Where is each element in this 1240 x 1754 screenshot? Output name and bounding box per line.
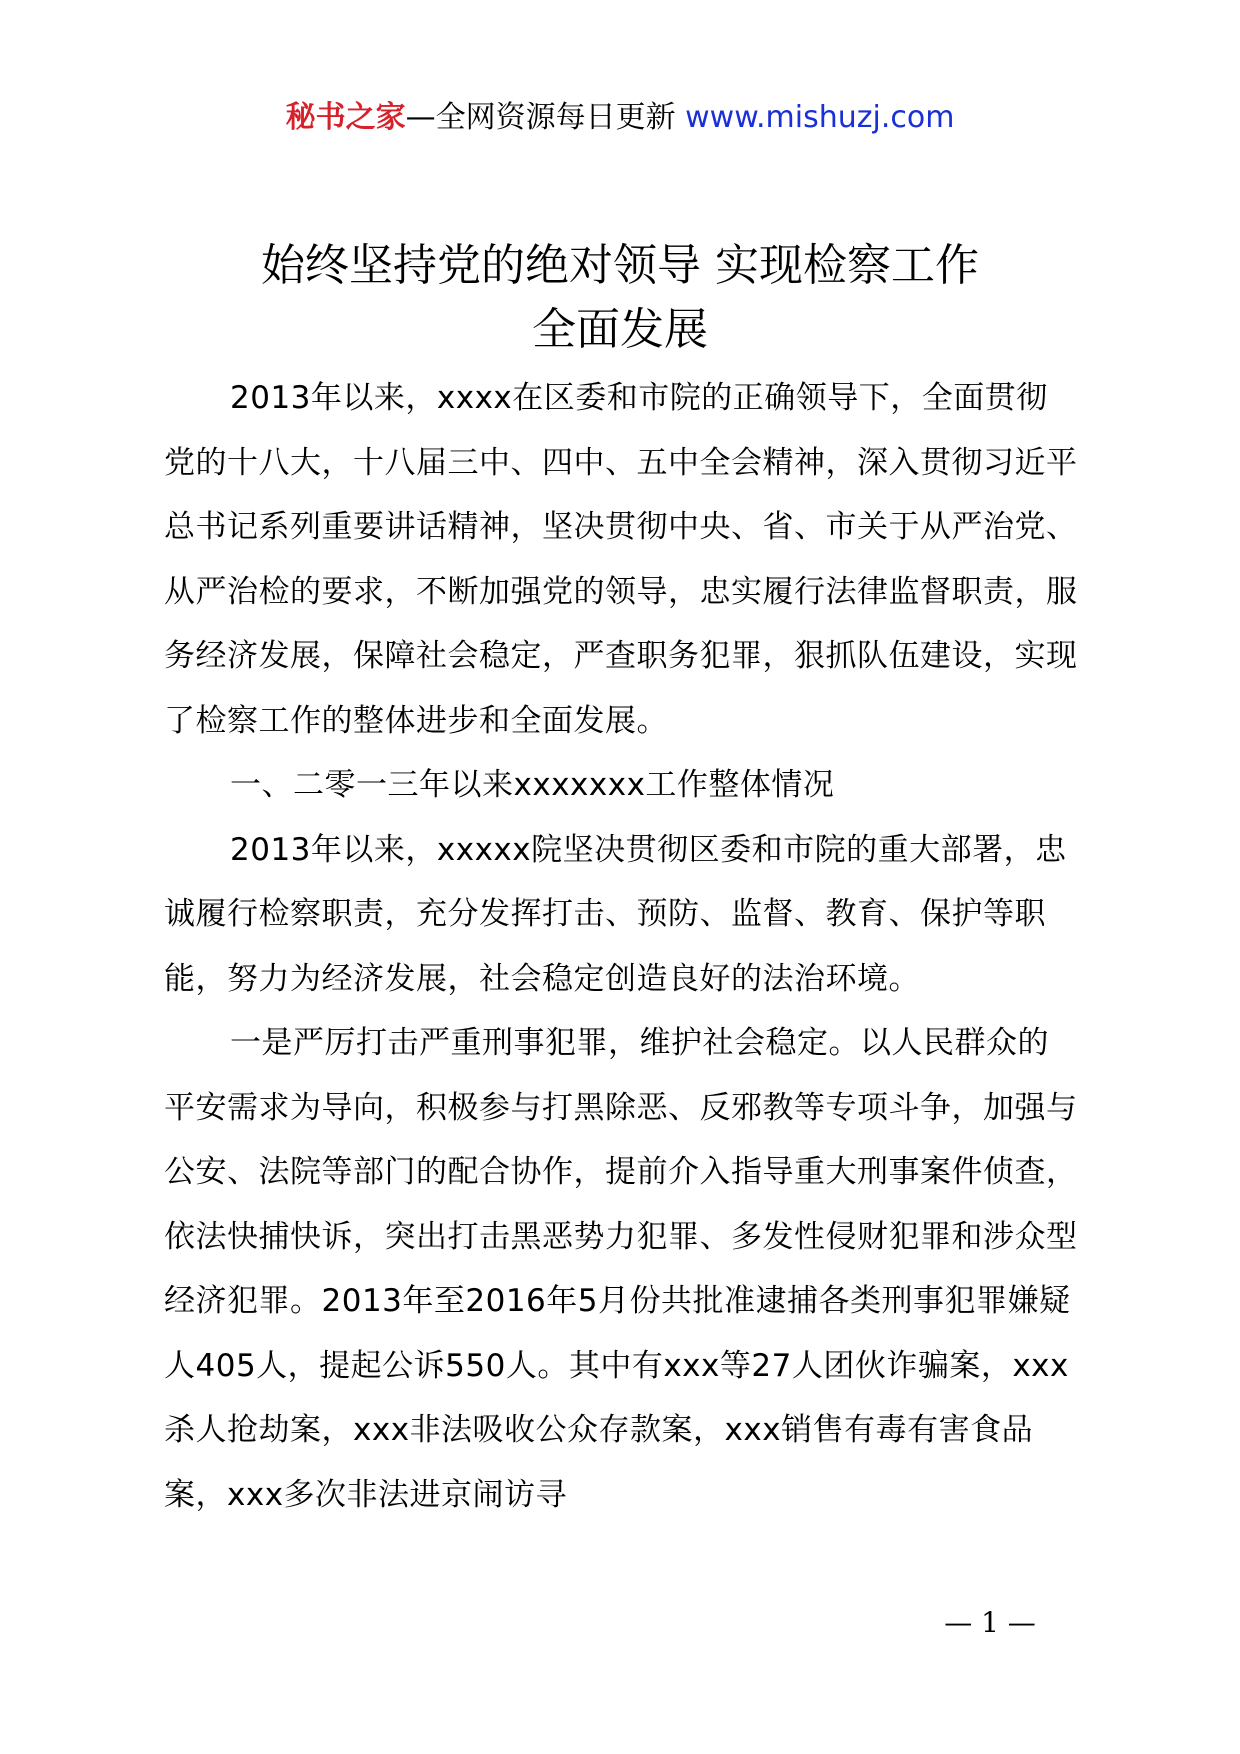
title-line-2: 全面发展: [532, 304, 708, 355]
paragraph-point-one: 一是严厉打击严重刑事犯罪，维护社会稳定。以人民群众的平安需求为导向，积极参与打黑除恶、反邪教等专项斗争，加强与公安、法院等部门的配合协作，提前介入指导重大刑事案件侦查，依法快捕快诉，突出打击黑恶势力犯罪、多发性侵财犯罪和涉众型经济犯罪。2013年至2016年5月份共批准逮捕各类刑事犯罪嫌疑人405人，提起公诉550人。其中有xxx等27人团伙诈骗案，xxx杀人抢劫案，xxx非法吸收公众存款案，xxx销售有毒有害食品案，xxx多次非法进京闹访寻: [164, 1025, 1078, 1513]
document-title: [0, 234, 1240, 362]
section-heading: 一、二零一三年以来xxxxxxx工作整体情况: [230, 767, 835, 803]
paragraph-overview: 2013年以来，xxxxx院坚决贯彻区委和市院的重大部署，忠诚履行检察职责，充分发挥打击、预防、监督、教育、保护等职能，努力为经济发展，社会稳定创造良好的法治环境。: [164, 831, 1067, 997]
site-url-link[interactable]: www.mishuzj.com: [685, 100, 955, 135]
document-body: [164, 366, 1078, 1527]
title-line-1: 始终坚持党的绝对领导 实现检察工作: [261, 240, 979, 291]
site-slogan: —全网资源每日更新: [405, 100, 686, 135]
page-number: — 1 —: [944, 1606, 1036, 1639]
site-header: [0, 98, 1240, 138]
site-brand: 秘书之家: [285, 100, 406, 135]
paragraph-intro: 2013年以来，xxxx在区委和市院的正确领导下，全面贯彻党的十八大，十八届三中、四中、五中全会精神，深入贯彻习近平总书记系列重要讲话精神，坚决贯彻中央、省、市关于从严治党、从严治检的要求，不断加强党的领导，忠实履行法律监督职责，服务经济发展，保障社会稳定，严查职务犯罪，狠抓队伍建设，实现了检察工作的整体进步和全面发展。: [164, 380, 1078, 739]
